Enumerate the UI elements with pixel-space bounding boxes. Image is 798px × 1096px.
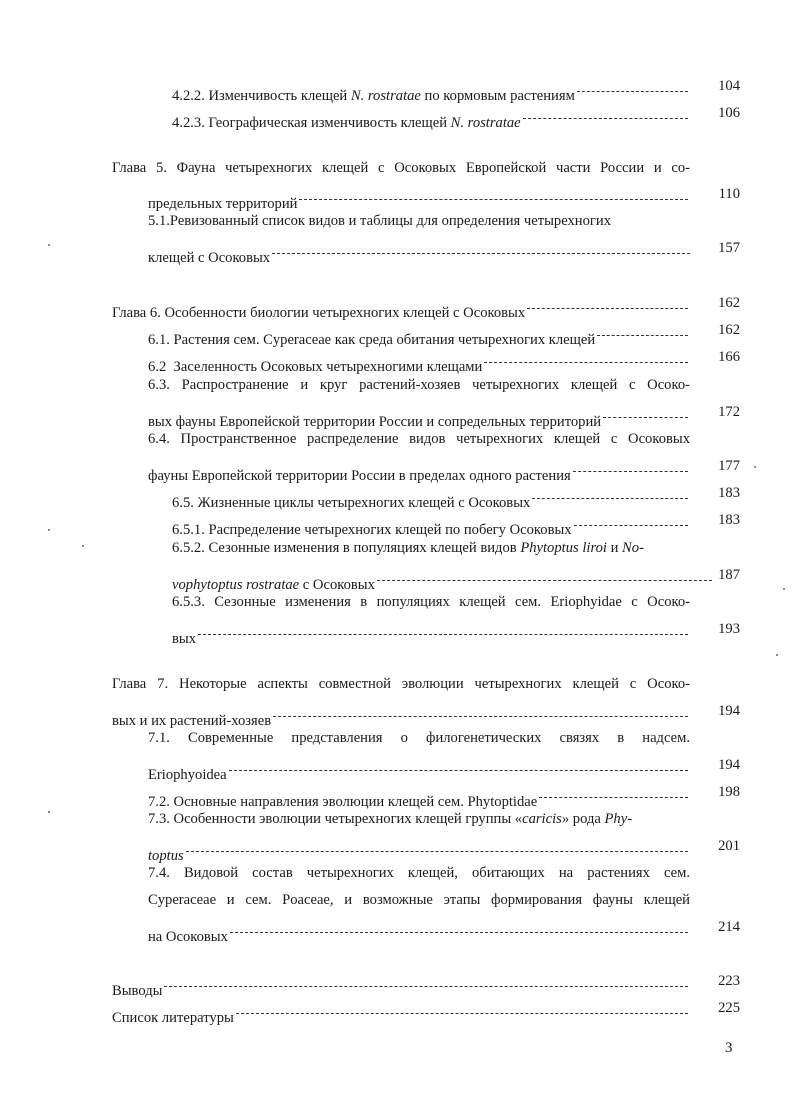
scan-speck bbox=[754, 466, 756, 468]
page-ref: 166 bbox=[718, 349, 740, 365]
page-ref: 162 bbox=[718, 295, 740, 311]
toc-entry-6-5-3-cont[interactable]: вых bbox=[172, 616, 692, 643]
toc-entry-7-3[interactable]: 7.3. Особенности эволюции четырехногих клещей группы «caricis» рода Phy- bbox=[148, 811, 633, 827]
toc-entry-7-4-cont2[interactable]: на Осоковых bbox=[148, 914, 692, 941]
leader-dots bbox=[527, 290, 688, 317]
leader-dots bbox=[198, 616, 688, 643]
toc-chapter-7[interactable]: Глава 7. Некоторые аспекты совместной эволюции четырехногих клещей с Осоко- bbox=[112, 676, 690, 692]
group-name: caricis bbox=[522, 811, 562, 827]
toc-entry-7-1[interactable]: 7.1. Современные представления о филогенетических связях в надсем. bbox=[148, 730, 690, 746]
page-ref: 193 bbox=[718, 621, 740, 637]
toc-entry-6-3[interactable]: 6.3. Распространение и круг растений-хозяев четырехногих клещей с Осоко- bbox=[148, 377, 690, 393]
genus-name: toptus bbox=[148, 848, 184, 864]
scan-speck bbox=[776, 654, 778, 656]
page-ref: 187 bbox=[718, 567, 740, 583]
page-ref: 194 bbox=[718, 703, 740, 719]
page-ref: 194 bbox=[718, 757, 740, 773]
leader-dots bbox=[603, 399, 688, 426]
page-ref: 183 bbox=[718, 485, 740, 501]
scan-speck bbox=[82, 545, 84, 547]
page-ref: 183 bbox=[718, 512, 740, 528]
page-ref: 162 bbox=[718, 322, 740, 338]
page-ref: 172 bbox=[718, 404, 740, 420]
toc-chapter-5[interactable]: Глава 5. Фауна четырехногих клещей с Осоковых Европейской части России и со- bbox=[112, 160, 690, 176]
toc-entry-4-2-3[interactable]: 4.2.3. Географическая изменчивость клещей N. rostratae bbox=[172, 100, 692, 127]
leader-dots bbox=[539, 779, 688, 806]
leader-dots bbox=[523, 100, 688, 127]
scan-speck bbox=[783, 588, 785, 590]
species-name: vophytoptus rostratae bbox=[172, 577, 300, 593]
page-number: 3 bbox=[725, 1040, 733, 1056]
species-name: No- bbox=[622, 540, 644, 556]
page-ref: 110 bbox=[718, 186, 740, 202]
toc-entry-6-2[interactable]: 6.2 Заселенность Осоковых четырехногими клещами bbox=[148, 344, 692, 371]
leader-dots bbox=[273, 698, 688, 725]
toc-entry-6-5-3[interactable]: 6.5.3. Сезонные изменения в популяциях клещей сем. Eriophyidae с Осоко- bbox=[172, 594, 690, 610]
leader-dots bbox=[229, 752, 688, 779]
toc-entry-7-1-cont[interactable]: Eriophyoidea bbox=[148, 752, 692, 779]
page-ref: 225 bbox=[718, 1000, 740, 1016]
leader-dots bbox=[164, 968, 688, 995]
toc-entry-6-5[interactable]: 6.5. Жизненные циклы четырехногих клещей с Осоковых bbox=[172, 480, 692, 507]
scan-speck bbox=[48, 811, 50, 813]
page-ref: 106 bbox=[718, 105, 740, 121]
toc-entry-5-1[interactable]: 5.1.Ревизованный список видов и таблицы для определения четырехногих bbox=[148, 213, 611, 229]
leader-dots bbox=[272, 235, 690, 262]
toc-entry-7-4-cont[interactable]: Cyperaceae и сем. Poaceae, и возможные этапы формирования фауны клещей bbox=[148, 892, 690, 908]
toc-conclusions[interactable]: Выводы bbox=[112, 968, 692, 995]
page-ref: 104 bbox=[718, 78, 740, 94]
toc-entry-6-1[interactable]: 6.1. Растения сем. Cyperaceae как среда обитания четырехногих клещей bbox=[148, 317, 692, 344]
page-ref: 201 bbox=[718, 838, 740, 854]
leader-dots bbox=[577, 73, 688, 100]
leader-dots bbox=[484, 344, 688, 371]
toc-entry-5-1-cont[interactable]: клещей с Осоковых bbox=[148, 235, 694, 262]
toc-chapter-5-cont[interactable]: предельных территорий bbox=[148, 181, 692, 208]
page-ref: 223 bbox=[718, 973, 740, 989]
leader-dots bbox=[230, 914, 688, 941]
toc-entry-7-2[interactable]: 7.2. Основные направления эволюции клещей сем. Phytoptidae bbox=[148, 779, 692, 806]
page-ref: 198 bbox=[718, 784, 740, 800]
toc-entry-7-4[interactable]: 7.4. Видовой состав четырехногих клещей, обитающих на растениях сем. bbox=[148, 865, 690, 881]
leader-dots bbox=[532, 480, 688, 507]
genus-name: Phy- bbox=[604, 811, 633, 827]
toc-references[interactable]: Список литературы bbox=[112, 995, 692, 1022]
leader-dots bbox=[377, 562, 712, 589]
toc-entry-6-4-cont[interactable]: фауны Европейской территории России в пределах одного растения bbox=[148, 453, 692, 480]
toc-entry-7-3-cont[interactable] bbox=[148, 833, 692, 864]
leader-dots bbox=[573, 453, 688, 480]
page-ref: 177 bbox=[718, 458, 740, 474]
page-ref: 157 bbox=[718, 240, 740, 256]
leader-dots bbox=[597, 317, 688, 344]
leader-dots bbox=[574, 507, 688, 534]
toc-entry-4-2-2[interactable]: 4.2.2. Изменчивость клещей N. rostratae по кормовым растениям bbox=[172, 73, 692, 100]
toc-entry-6-3-cont[interactable]: вых фауны Европейской территории России и сопредельных территорий bbox=[148, 399, 692, 426]
species-name: N. rostratae bbox=[350, 88, 421, 104]
toc-chapter-7-cont[interactable]: вых и их растений-хозяев bbox=[112, 698, 692, 725]
page-ref: 214 bbox=[718, 919, 740, 935]
toc-entry-6-4[interactable]: 6.4. Пространственное распределение видов четырехногих клещей с Осоковых bbox=[148, 431, 690, 447]
leader-dots bbox=[236, 995, 688, 1022]
scan-speck bbox=[48, 529, 50, 531]
toc-chapter-6[interactable]: Глава 6. Особенности биологии четырехногих клещей с Осоковых bbox=[112, 290, 692, 317]
species-name: N. rostratae bbox=[450, 115, 521, 131]
toc-entry-6-5-2[interactable]: 6.5.2. Сезонные изменения в популяциях клещей видов Phytoptus liroi и No- bbox=[172, 540, 644, 556]
toc-entry-6-5-2-cont[interactable]: vophytoptus rostratae с Осоковых bbox=[172, 562, 716, 589]
leader-dots bbox=[299, 181, 688, 208]
species-name: Phytoptus liroi bbox=[520, 540, 607, 556]
scan-speck bbox=[48, 244, 50, 246]
leader-dots bbox=[186, 833, 688, 860]
toc-entry-6-5-1[interactable]: 6.5.1. Распределение четырехногих клещей по побегу Осоковых bbox=[172, 507, 692, 534]
